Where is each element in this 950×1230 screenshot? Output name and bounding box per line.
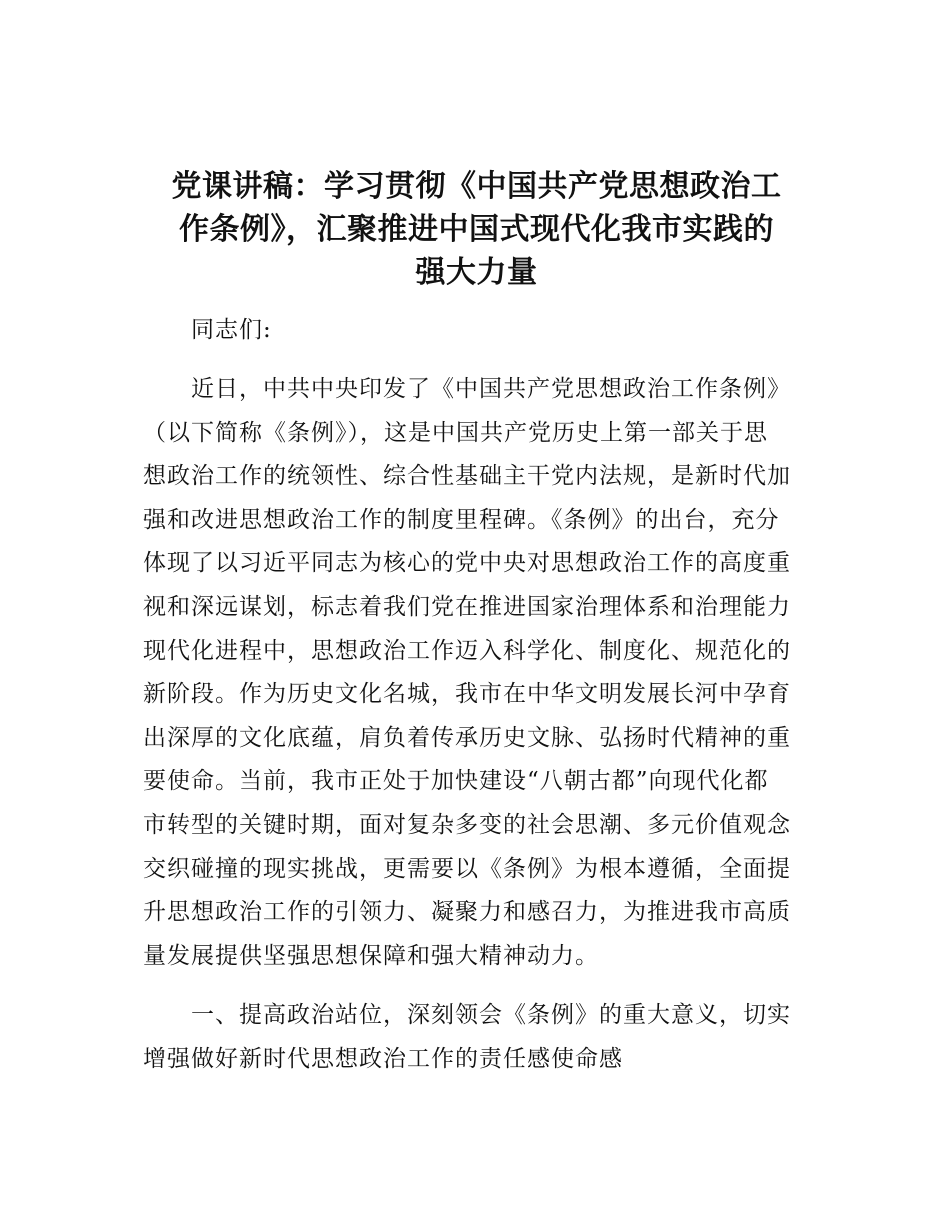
intro-line: 要使命。当前，我市正处于加快建设“八朝古都”向现代化都 xyxy=(143,768,769,795)
document-page xyxy=(143,165,810,1082)
intro-line: 升思想政治工作的引领力、凝聚力和感召力，为推进我市高质 xyxy=(143,899,791,926)
section-one-heading xyxy=(143,994,810,1081)
intro-line: 强和改进思想政治工作的制度里程碑。《条例》的出台，充分 xyxy=(143,506,780,533)
intro-paragraph xyxy=(143,368,810,978)
intro-line: 交织碰撞的现实挑战，更需要以《条例》为根本遵循，全面提 xyxy=(143,855,791,882)
title-line-1: 党课讲稿：学习贯彻《中国共产党思想政治工 xyxy=(171,169,782,204)
section-one-line: 一、提高政治站位，深刻领会《条例》的重大意义，切实 xyxy=(191,1002,791,1029)
intro-line: （以下简称《条例》），这是中国共产党历史上第一部关于思 xyxy=(143,419,768,446)
intro-line: 出深厚的文化底蕴，肩负着传承历史文脉、弘扬时代精神的重 xyxy=(143,724,791,751)
intro-line: 市转型的关键时期，面对复杂多变的社会思潮、多元价值观念 xyxy=(143,811,791,838)
document-title xyxy=(143,165,810,294)
title-line-3: 强大力量 xyxy=(415,255,538,290)
intro-line: 体现了以习近平同志为核心的党中央对思想政治工作的高度重 xyxy=(143,550,791,577)
intro-line: 近日，中共中央印发了《中国共产党思想政治工作条例》 xyxy=(191,376,791,402)
intro-line: 现代化进程中，思想政治工作迈入科学化、制度化、规范化的 xyxy=(143,637,791,664)
salutation: 同志们: xyxy=(191,317,272,343)
title-line-2: 作条例》，汇聚推进中国式现代化我市实践的 xyxy=(179,212,774,247)
intro-line: 量发展提供坚强思想保障和强大精神动力。 xyxy=(143,942,599,969)
intro-line: 视和深远谋划，标志着我们党在推进国家治理体系和治理能力 xyxy=(143,593,791,620)
section-one-line: 增强做好新时代思想政治工作的责任感使命感 xyxy=(143,1045,623,1072)
intro-line: 新阶段。作为历史文化名城，我市在中华文明发展长河中孕育 xyxy=(143,681,791,708)
intro-line: 想政治工作的统领性、综合性基础主干党内法规，是新时代加 xyxy=(143,463,791,490)
